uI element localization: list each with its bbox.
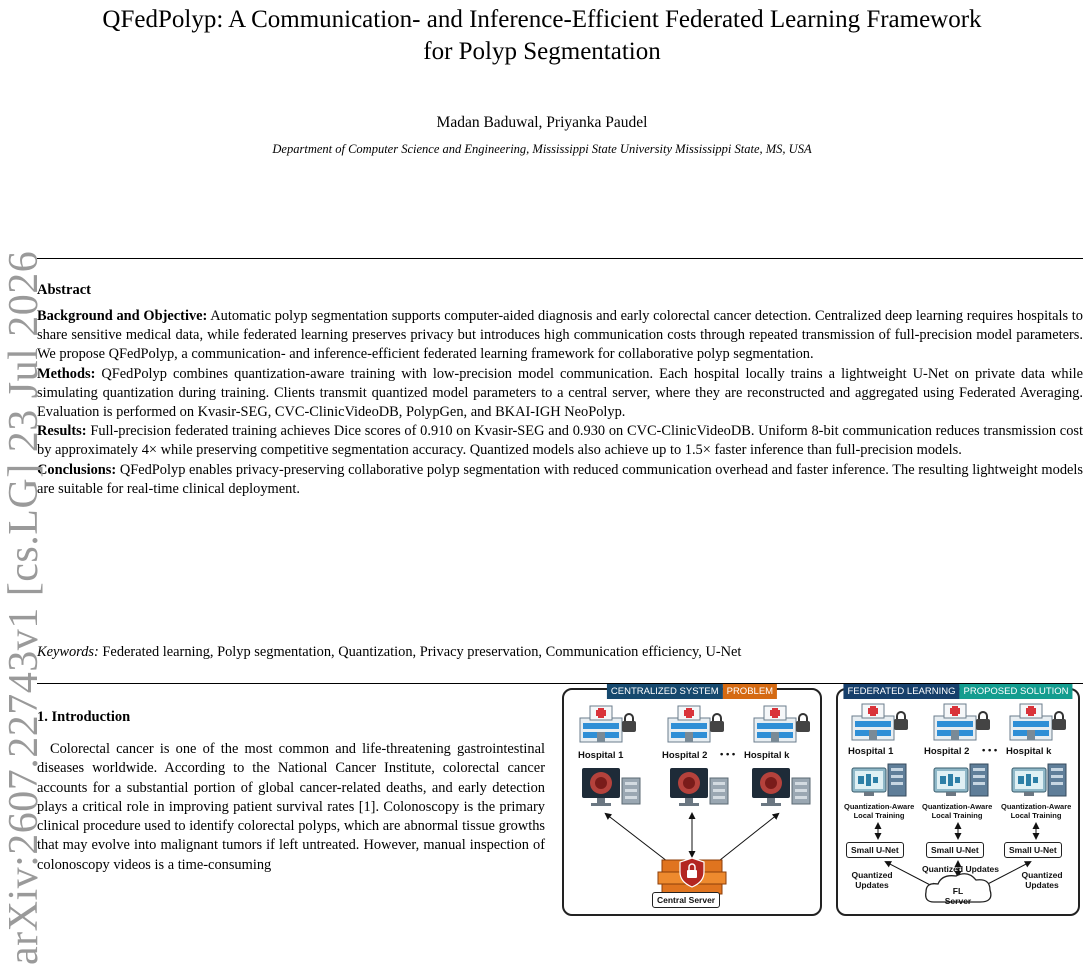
conclusions-text: QFedPolyp enables privacy-preserving collaborative polyp segmentation with reduced communication overhead and faster inference. The resulting lightweight models are suitable for real-time clinical deployment. bbox=[37, 461, 1083, 497]
hospital-2-icon bbox=[668, 706, 724, 742]
abstract-heading: Abstract bbox=[37, 282, 91, 298]
fl-server-line-2: Server bbox=[944, 896, 972, 906]
keywords-label: Keywords: bbox=[37, 644, 99, 660]
quantized-updates-label-1 bbox=[842, 870, 902, 890]
qat-label-k bbox=[1001, 802, 1071, 820]
abstract-background bbox=[37, 307, 1083, 365]
background-text: Automatic polyp segmentation supports computer-aided diagnosis and early colorectal cancer detection. Centralized deep learning requires hospitals to share sensitive medical data, while federated learning preserves privacy but introduces high communication costs through repeated transmission of full-precision model parameters. We propose QFedPolyp, a communication- and inference-efficient federated learning framework for collaborative polyp segmentation. bbox=[37, 308, 1083, 363]
qat-label-k-line-2: Local Training bbox=[1010, 811, 1062, 820]
quantized-updates-1-line-1: Quantized bbox=[851, 870, 893, 880]
proposed-solution-tag: PROPOSED SOLUTION bbox=[959, 684, 1072, 699]
endoscopy-monitor-2-icon bbox=[670, 768, 728, 806]
fl-hospital-k-icon bbox=[1010, 704, 1066, 740]
authors: Madan Baduwal, Priyanka Paudel bbox=[436, 114, 648, 131]
qat-label-2 bbox=[922, 802, 992, 820]
local-training-workstation-2-icon bbox=[934, 764, 988, 796]
abstract-methods bbox=[37, 365, 1083, 423]
paper-title bbox=[0, 4, 1084, 68]
abstract-conclusions bbox=[37, 461, 1083, 499]
quantized-updates-k-line-2: Updates bbox=[1025, 880, 1059, 890]
quantized-updates-k-line-1: Quantized bbox=[1021, 870, 1063, 880]
quantized-updates-2-line-2: Updates bbox=[965, 864, 1000, 874]
fl-hospital-ellipsis: • • • bbox=[982, 745, 998, 756]
figure-federated-panel bbox=[836, 688, 1080, 916]
centralized-diagram bbox=[564, 690, 820, 914]
fl-hospital-1-icon bbox=[852, 704, 908, 740]
keywords-text: Federated learning, Polyp segmentation, Quantization, Privacy preservation, Communication efficiency, U-Net bbox=[98, 644, 742, 660]
abstract-body bbox=[37, 307, 1083, 499]
results-text: Full-precision federated training achieves Dice scores of 0.910 on Kvasir-SEG and 0.930 on CVC-ClinicVideoDB. Uniform 8-bit communication reduces transmission cost by approximately 4× while preserving competitive segmentation accuracy. Quantized models also achieve up to 1.5× faster inference than full-precision models. bbox=[37, 423, 1083, 459]
small-unet-1: Small U-Net bbox=[846, 842, 904, 858]
qat-label-1 bbox=[844, 802, 914, 820]
affiliation: Department of Computer Science and Engineering, Mississippi State University Mississippi State, MS, USA bbox=[272, 142, 812, 156]
local-training-workstation-k-icon bbox=[1012, 764, 1066, 796]
paper-title-line-2: for Polyp Segmentation bbox=[423, 38, 661, 65]
qat-label-1-line-2: Local Training bbox=[853, 811, 905, 820]
hospital-k-icon bbox=[754, 706, 810, 742]
introduction-paragraph: Colorectal cancer is one of the most common and life-threatening gastrointestinal diseases worldwide. According to the National Cancer Institute, colorectal cancer accounts for a substantial portion of global cancer-related deaths, and early detection plays a critical role in improving patient survival rates [1]. Colonoscopy is the primary clinical procedure used to identify colorectal polyps, which are abnormal tissue growths that may evolve into malignant tumors if left untreated. However, manual inspection of colonoscopy videos is a time-consuming bbox=[37, 741, 545, 873]
qat-label-1-line-1: Quantization-Aware bbox=[844, 802, 915, 811]
conclusions-label: Conclusions: bbox=[37, 461, 117, 478]
quantized-updates-label-2 bbox=[922, 864, 999, 874]
centralized-tag bbox=[607, 684, 777, 699]
arxiv-stamp-text: arXiv:2607.22743v1 [cs.LG] 23 Jul 2026 bbox=[1, 250, 47, 965]
local-training-workstation-1-icon bbox=[852, 764, 906, 796]
centralized-system-tag: CENTRALIZED SYSTEM bbox=[607, 684, 723, 699]
figure-centralized-panel bbox=[562, 688, 822, 916]
qat-label-2-line-1: Quantization-Aware bbox=[922, 802, 993, 811]
fl-server-line-1: FL bbox=[952, 886, 964, 896]
small-unet-k: Small U-Net bbox=[1004, 842, 1062, 858]
hospital-2-label: Hospital 2 bbox=[662, 750, 708, 761]
endoscopy-monitor-k-icon bbox=[752, 768, 810, 806]
fl-server-label bbox=[938, 886, 978, 906]
paper-title-line-1: QFedPolyp: A Communication- and Inference-Efficient Federated Learning Framework bbox=[102, 6, 982, 33]
background-label: Background and Objective: bbox=[37, 308, 208, 324]
quantized-updates-label-k bbox=[1012, 870, 1072, 890]
fl-hospital-2-icon bbox=[934, 704, 990, 740]
abstract-results bbox=[37, 422, 1083, 460]
introduction-body bbox=[37, 740, 545, 875]
qat-label-2-line-2: Local Training bbox=[931, 811, 983, 820]
central-server-icon bbox=[658, 858, 726, 894]
hospital-1-icon bbox=[580, 706, 636, 742]
fl-hospital-2-label: Hospital 2 bbox=[924, 746, 970, 757]
methods-text: QFedPolyp combines quantization-aware training with low-precision model communication. Each hospital locally trains a lightweight U-Net on private data while simulating quantization during training. Clients transmit quantized model parameters to a central server, where they are reconstructed and aggregated using Federated Averaging. Evaluation is performed on Kvasir-SEG, CVC-ClinicVideoDB, PolypGen, and BKAI-IGH NeoPolyp. bbox=[37, 365, 1083, 421]
quantized-updates-1-line-2: Updates bbox=[855, 880, 889, 890]
federated-learning-tag: FEDERATED LEARNING bbox=[843, 684, 959, 699]
results-label: Results: bbox=[37, 423, 87, 440]
keywords bbox=[37, 644, 1083, 661]
central-server-label: Central Server bbox=[652, 892, 720, 908]
fl-hospital-1-label: Hospital 1 bbox=[848, 746, 894, 757]
methods-label: Methods: bbox=[37, 365, 96, 382]
hospital-k-label: Hospital k bbox=[744, 750, 790, 761]
fl-hospital-k-label: Hospital k bbox=[1006, 746, 1052, 757]
small-unet-2: Small U-Net bbox=[926, 842, 984, 858]
hospital-ellipsis: • • • bbox=[720, 749, 736, 760]
hospital-1-label: Hospital 1 bbox=[578, 750, 624, 761]
abstract-top-rule bbox=[37, 258, 1083, 259]
endoscopy-monitor-1-icon bbox=[582, 768, 640, 806]
federated-tag bbox=[843, 684, 1072, 699]
quantized-updates-2-line-1: Quantized bbox=[922, 864, 964, 874]
problem-tag: PROBLEM bbox=[723, 684, 777, 699]
introduction-heading: 1. Introduction bbox=[37, 709, 131, 725]
qat-label-k-line-1: Quantization-Aware bbox=[1001, 802, 1072, 811]
